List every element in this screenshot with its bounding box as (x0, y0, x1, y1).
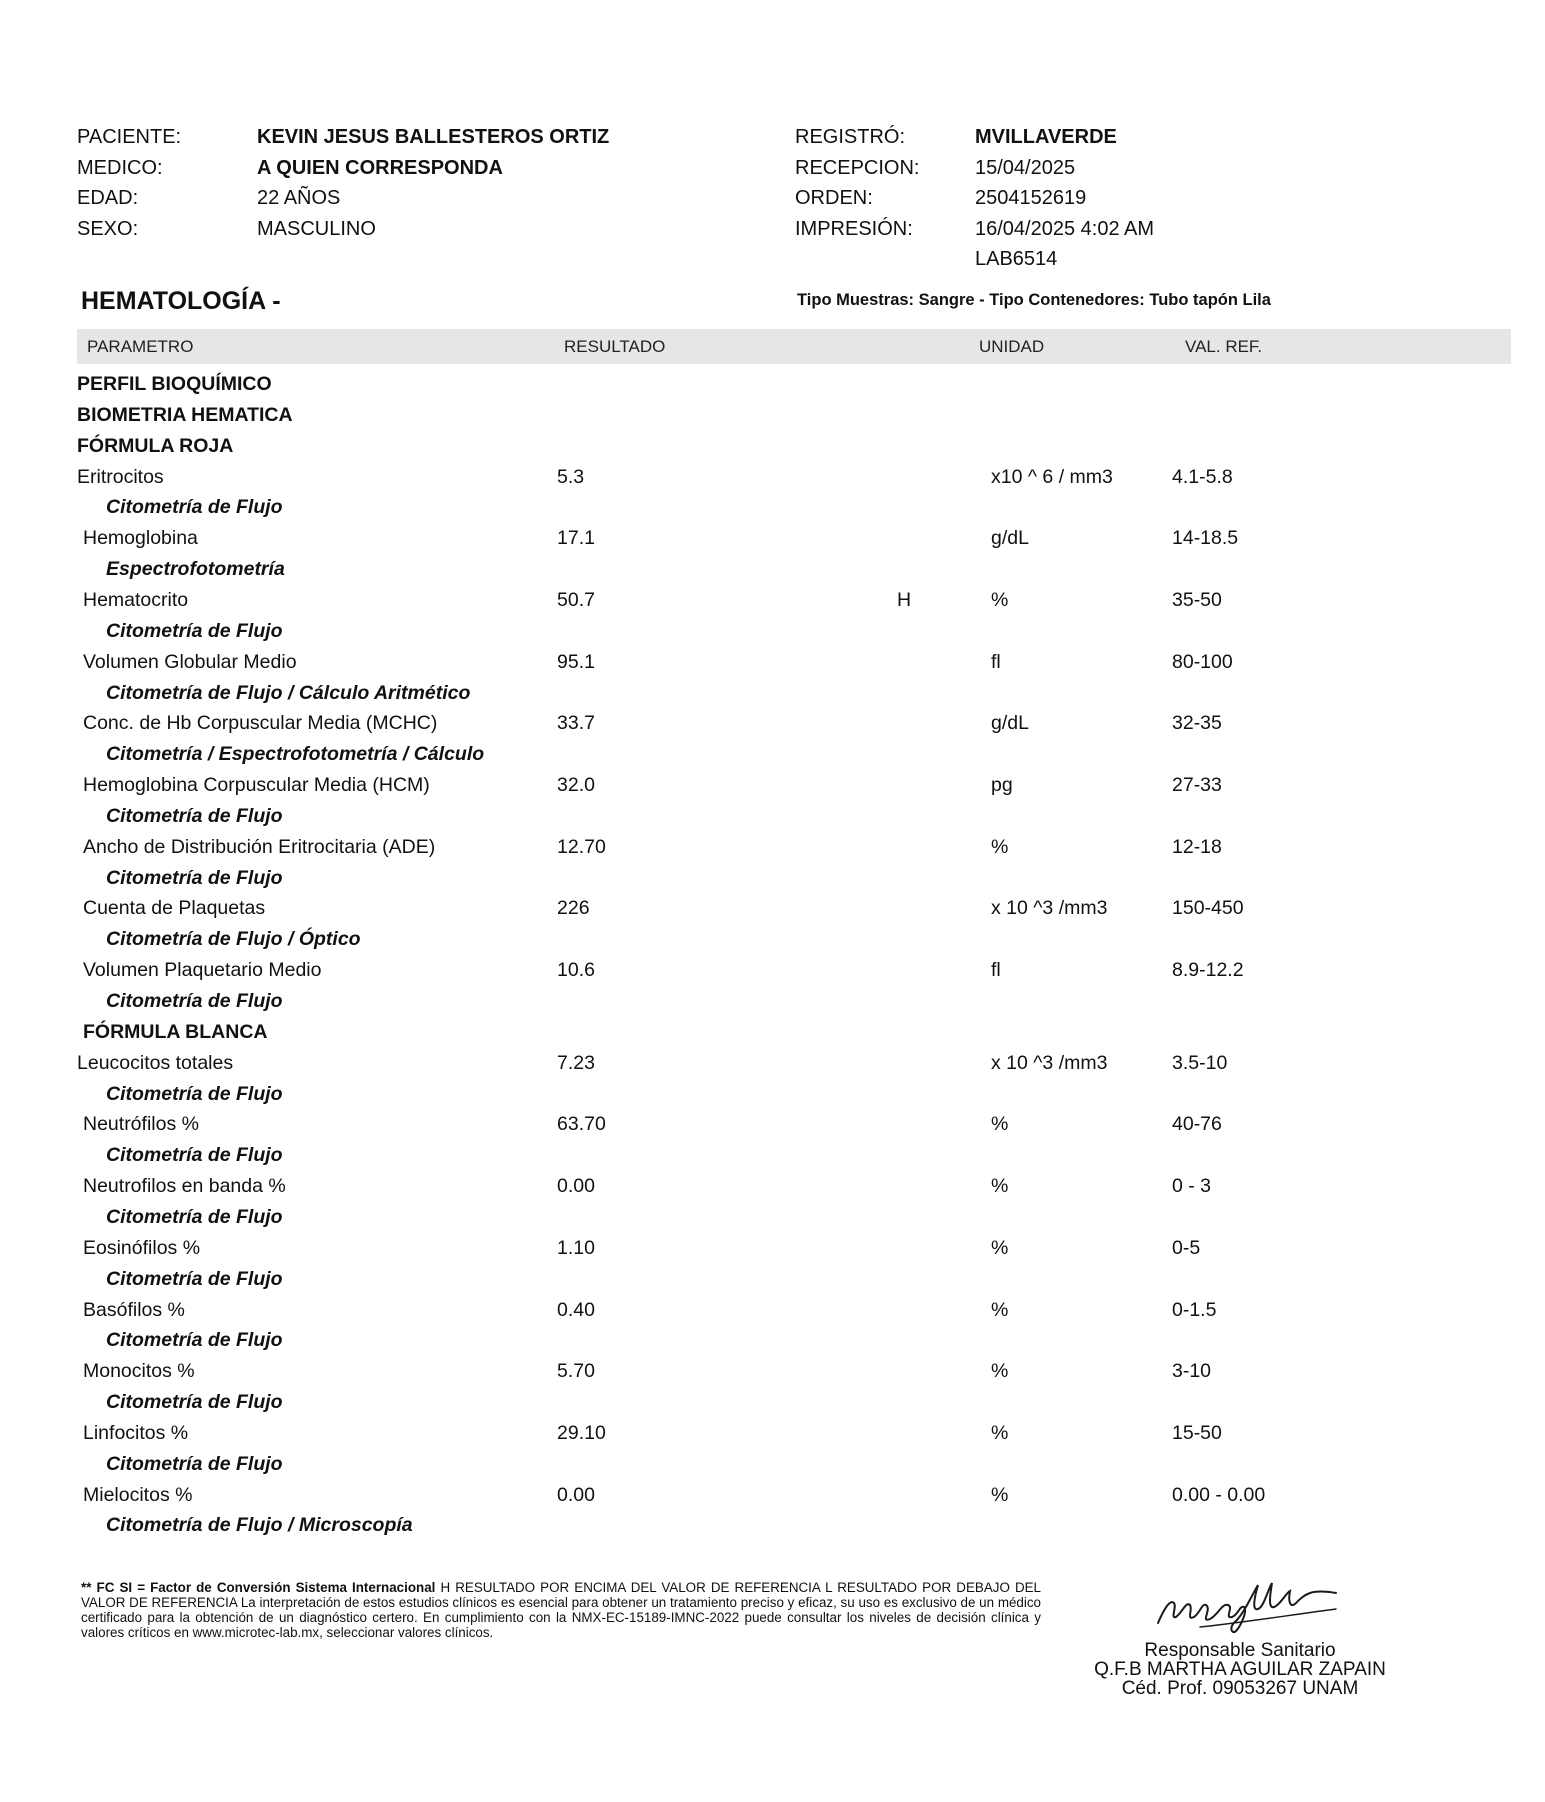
reference-value: 0.00 - 0.00 (1172, 1483, 1266, 1506)
result-value: 5.70 (557, 1360, 595, 1383)
method-row (0, 558, 1545, 588)
parameter-name: Hemoglobina Corpuscular Media (HCM) (83, 774, 430, 797)
reference-value: 40-76 (1172, 1113, 1222, 1136)
unit-value: % (991, 1113, 1009, 1136)
method-row (0, 1329, 1545, 1359)
table-row (0, 589, 1545, 619)
method-row (0, 1083, 1545, 1113)
method-row (0, 1268, 1545, 1298)
method-label: Citometría de Flujo (106, 619, 283, 642)
parameter-name: Basófilos % (83, 1298, 185, 1321)
result-value: 1.10 (557, 1236, 595, 1259)
header-value: A QUIEN CORRESPONDA (257, 156, 503, 179)
parameter-name: Hemoglobina (83, 527, 198, 550)
header-label: PACIENTE: (77, 126, 182, 148)
header-label: ORDEN: (795, 187, 873, 209)
section-title: HEMATOLOGÍA - (81, 287, 281, 315)
method-label: Citometría de Flujo (106, 1267, 283, 1290)
method-row (0, 1514, 1545, 1544)
unit-value: % (991, 1360, 1009, 1383)
reference-value: 0-1.5 (1172, 1298, 1217, 1321)
header-label: SEXO: (77, 217, 139, 240)
table-row (0, 1052, 1545, 1082)
header-value: MVILLAVERDE (975, 126, 1117, 148)
result-value: 0.00 (557, 1175, 595, 1198)
header-value: KEVIN JESUS BALLESTEROS ORTIZ (257, 126, 610, 148)
section-row (0, 1021, 1545, 1051)
unit-value: fl (991, 959, 1001, 982)
reference-value: 4.1-5.8 (1172, 465, 1233, 488)
method-label: Citometría de Flujo / Microscopía (106, 1514, 413, 1537)
result-value: 95.1 (557, 650, 595, 673)
result-value: 33.7 (557, 712, 595, 735)
header-label: MEDICO: (77, 156, 163, 179)
method-label: Citometría de Flujo / Óptico (106, 928, 361, 951)
signature-role: Responsable Sanitario (1144, 1640, 1336, 1661)
reference-value: 3.5-10 (1172, 1051, 1228, 1074)
reference-value: 32-35 (1172, 712, 1222, 735)
header-value: 22 AÑOS (257, 187, 341, 209)
reference-value: 12-18 (1172, 835, 1222, 858)
result-value: 5.3 (557, 465, 585, 488)
table-row (0, 712, 1545, 742)
parameter-name: Mielocitos % (83, 1483, 193, 1506)
table-row (0, 836, 1545, 866)
unit-value: % (991, 1175, 1009, 1198)
header-label: REGISTRÓ: (795, 126, 906, 148)
method-row (0, 867, 1545, 897)
sample-info: Tipo Muestras: Sangre - Tipo Contenedores: Tubo tapón Lila (797, 291, 1271, 309)
reference-value: 0 - 3 (1172, 1175, 1212, 1198)
result-value: 32.0 (557, 774, 595, 797)
result-value: 7.23 (557, 1051, 595, 1074)
unit-value: x 10 ^3 /mm3 (991, 1051, 1108, 1074)
section-label: PERFIL BIOQUÍMICO (77, 373, 272, 395)
table-row (0, 1299, 1545, 1329)
result-flag: H (897, 588, 912, 611)
unit-value: % (991, 835, 1009, 858)
column-header-unidad: UNIDAD (979, 337, 1045, 356)
column-header-resultado: RESULTADO (564, 337, 666, 356)
header-value: 16/04/2025 4:02 AM (975, 217, 1155, 240)
method-label: Citometría de Flujo / Cálculo Aritmético (106, 681, 471, 704)
unit-value: % (991, 1298, 1009, 1321)
method-label: Citometría / Espectrofotometría / Cálculo (106, 743, 485, 766)
result-value: 17.1 (557, 527, 595, 550)
header-value: LAB6514 (975, 248, 1058, 270)
method-row (0, 1206, 1545, 1236)
parameter-name: Conc. de Hb Corpuscular Media (MCHC) (83, 712, 438, 735)
table-row (0, 466, 1545, 496)
signature-block (1085, 1565, 1395, 1698)
method-row (0, 1144, 1545, 1174)
section-row (0, 373, 1545, 403)
method-row (0, 743, 1545, 773)
parameter-name: Monocitos % (83, 1360, 195, 1383)
table-row (0, 897, 1545, 927)
method-row (0, 496, 1545, 526)
method-row (0, 1391, 1545, 1421)
section-label: BIOMETRIA HEMATICA (77, 403, 293, 426)
method-label: Citometría de Flujo (106, 990, 283, 1012)
unit-value: % (991, 588, 1009, 611)
header-label: IMPRESIÓN: (795, 217, 913, 240)
method-label: Citometría de Flujo (106, 1205, 283, 1228)
parameter-name: Hematocrito (83, 588, 189, 611)
method-row (0, 682, 1545, 712)
handwritten-signature (1140, 1565, 1340, 1637)
table-row (0, 1175, 1545, 1205)
method-label: Citometría de Flujo (106, 1452, 283, 1475)
column-header-bar (77, 329, 1511, 364)
footer-note-bold: ** FC SI = Factor de Conversión Sistema Internacional (81, 1580, 436, 1595)
unit-value: x10 ^ 6 / mm3 (991, 465, 1113, 488)
section-row (0, 404, 1545, 434)
header-label: EDAD: (77, 187, 139, 209)
parameter-name: Leucocitos totales (77, 1051, 234, 1074)
parameter-name: Ancho de Distribución Eritrocitaria (ADE) (83, 835, 436, 858)
reference-value: 80-100 (1172, 650, 1233, 673)
result-value: 12.70 (557, 835, 606, 858)
table-row (0, 1237, 1545, 1267)
method-label: Citometría de Flujo (106, 1329, 283, 1352)
reference-value: 14-18.5 (1172, 527, 1239, 550)
result-value: 50.7 (557, 588, 595, 611)
table-row (0, 959, 1545, 989)
signature-name: Q.F.B MARTHA AGUILAR ZAPAIN (1094, 1659, 1386, 1680)
reference-value: 15-50 (1172, 1421, 1222, 1444)
reference-value: 35-50 (1172, 588, 1222, 611)
unit-value: % (991, 1421, 1009, 1444)
parameter-name: Volumen Globular Medio (83, 650, 297, 673)
result-value: 63.70 (557, 1113, 606, 1136)
table-row (0, 1113, 1545, 1143)
unit-value: g/dL (991, 527, 1029, 550)
method-row (0, 990, 1545, 1020)
section-row (0, 435, 1545, 465)
column-header-parametro: PARAMETRO (87, 337, 194, 356)
footer-note-text: H RESULTADO POR ENCIMA DEL VALOR DE REFERENCIA L RESULTADO POR DEBAJO DEL VALOR DE REFERENCIA La interpretación de estos estudios clínicos es esencial para obtener un tratamiento preciso y eficaz, su uso es exclusivo de un médico certificado para la obtención de un diagnóstico certero. En cumplimiento con la NMX-EC-15189-IMNC-2022 puede consultar los niveles de decisión clínica y valores críticos en www.microtec-lab.mx, seleccionar valores clínicos. (81, 1580, 1041, 1640)
parameter-name: Cuenta de Plaquetas (83, 897, 266, 920)
unit-value: % (991, 1483, 1009, 1506)
table-row (0, 651, 1545, 681)
signature-cedula: Céd. Prof. 09053267 UNAM (1121, 1678, 1359, 1699)
table-row (0, 1360, 1545, 1390)
parameter-name: Linfocitos % (83, 1421, 189, 1444)
method-label: Citometría de Flujo (106, 1391, 283, 1414)
parameter-name: Eosinófilos % (83, 1236, 201, 1259)
parameter-name: Volumen Plaquetario Medio (83, 959, 322, 982)
table-row (0, 1422, 1545, 1452)
reference-value: 27-33 (1172, 774, 1222, 797)
reference-value: 150-450 (1172, 897, 1244, 920)
reference-value: 3-10 (1172, 1360, 1212, 1383)
unit-value: % (991, 1236, 1009, 1259)
unit-value: pg (991, 774, 1013, 797)
parameter-name: Eritrocitos (77, 465, 164, 488)
section-label: FÓRMULA BLANCA (83, 1020, 268, 1043)
result-value: 29.10 (557, 1421, 606, 1444)
reference-value: 8.9-12.2 (1172, 959, 1244, 982)
header-value: MASCULINO (257, 217, 376, 240)
section-label: FÓRMULA ROJA (77, 434, 234, 457)
method-row (0, 1453, 1545, 1483)
method-label: Citometría de Flujo (106, 1082, 283, 1105)
table-row (0, 774, 1545, 804)
method-label: Citometría de Flujo (106, 866, 283, 889)
header-value: 15/04/2025 (975, 156, 1076, 179)
result-value: 10.6 (557, 959, 595, 982)
result-value: 226 (557, 897, 590, 920)
method-label: Espectrofotometría (106, 558, 285, 581)
table-row (0, 1484, 1545, 1514)
method-label: Citometría de Flujo (106, 804, 283, 827)
footer-note (81, 1580, 1041, 1640)
parameter-name: Neutrofilos en banda % (83, 1175, 286, 1198)
column-header-val-ref: VAL. REF. (1185, 337, 1263, 356)
result-value: 0.40 (557, 1298, 595, 1321)
method-row (0, 928, 1545, 958)
unit-value: fl (991, 650, 1001, 673)
table-row (0, 527, 1545, 557)
method-label: Citometría de Flujo (106, 496, 283, 519)
parameter-name: Neutrófilos % (83, 1113, 199, 1136)
result-value: 0.00 (557, 1483, 595, 1506)
unit-value: g/dL (991, 712, 1029, 735)
unit-value: x 10 ^3 /mm3 (991, 897, 1108, 920)
method-row (0, 620, 1545, 650)
header-label: RECEPCION: (795, 156, 920, 179)
method-row (0, 805, 1545, 835)
method-label: Citometría de Flujo (106, 1144, 283, 1167)
header-value: 2504152619 (975, 187, 1087, 209)
reference-value: 0-5 (1172, 1236, 1201, 1259)
